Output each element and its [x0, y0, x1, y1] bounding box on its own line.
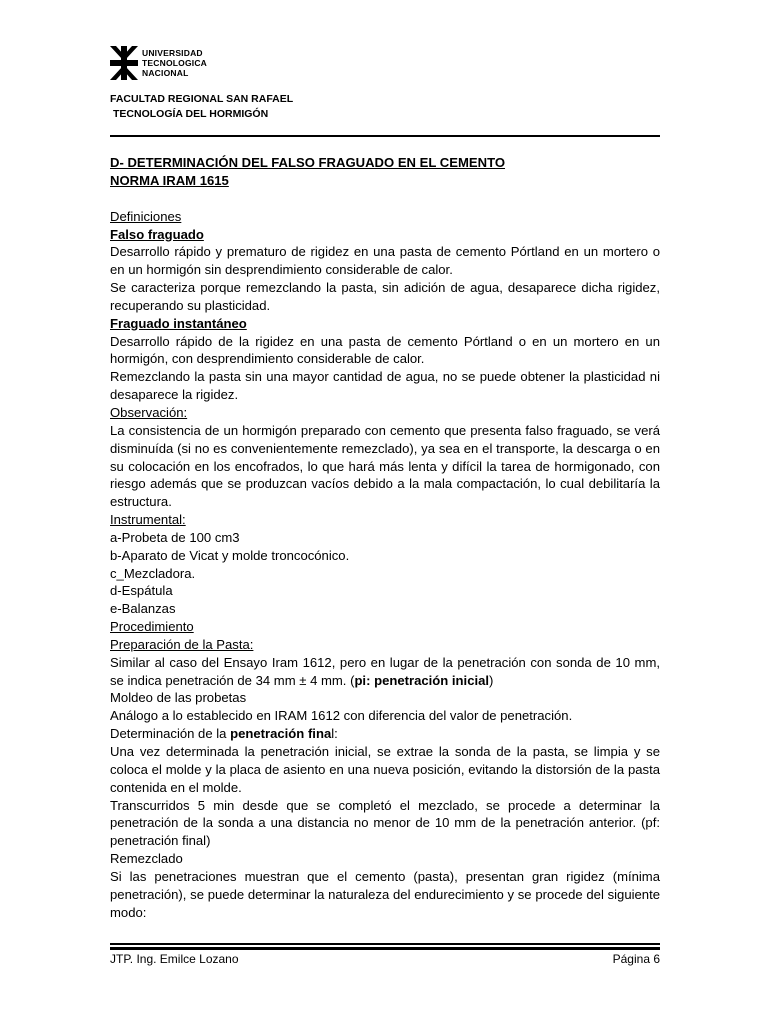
determinacion-paragraph-2: Transcurridos 5 min desde que se completó el mezclado, se procede a determinar la penetración de la sonda a una distancia no menor de 10 mm de la penetración anterior. (pf: penetración final): [110, 797, 660, 849]
footer-author: JTP. Ing. Emilce Lozano: [110, 952, 239, 966]
document-body: [110, 154, 660, 921]
footer-divider-thick: [110, 947, 660, 950]
department-name: TECNOLOGÍA DEL HORMIGÓN: [113, 108, 269, 120]
procedimiento-heading: Procedimiento: [110, 619, 194, 635]
logo-text: [142, 48, 207, 78]
list-item: e-Balanzas: [110, 601, 176, 617]
preparacion-heading: Preparación de la Pasta:: [110, 636, 254, 652]
remezclado-heading: Remezclado: [110, 851, 183, 867]
moldeo-heading: Moldeo de las probetas: [110, 690, 247, 706]
logo-line-3: NACIONAL: [142, 68, 189, 78]
fraguado-instantaneo-heading: Fraguado instantáneo: [110, 315, 247, 331]
moldeo-paragraph: Análogo a lo establecido en IRAM 1612 con diferencia del valor de penetración.: [110, 708, 573, 724]
instrumental-heading: Instrumental:: [110, 512, 186, 528]
footer-divider-thin: [110, 943, 660, 945]
determinacion-heading: [110, 725, 660, 743]
list-item: b-Aparato de Vicat y molde troncocónico.: [110, 547, 350, 563]
remezclado-paragraph: Si las penetraciones muestran que el cemento (pasta), presentan gran rigidez (mínima penetración), se puede determinar la naturaleza del endurecimiento y se procede del siguiente modo:: [110, 868, 660, 920]
observacion-heading: Observación:: [110, 404, 188, 420]
page-number: Página 6: [612, 952, 660, 966]
definitions-heading: Definiciones: [110, 208, 182, 224]
spacer: [110, 190, 660, 208]
header-divider: [110, 135, 660, 137]
list-item: d-Espátula: [110, 583, 173, 599]
section-title: D- DETERMINACIÓN DEL FALSO FRAGUADO EN EL CEMENTO: [110, 155, 506, 170]
list-item: a-Probeta de 100 cm3: [110, 529, 240, 545]
norm-title: NORMA IRAM 1615: [110, 172, 229, 188]
determinacion-tail: l:: [331, 726, 338, 742]
preparacion-close: ): [489, 672, 494, 688]
observacion-paragraph: La consistencia de un hormigón preparado con cemento que presenta falso fraguado, se verá disminuída (si no es convenientemente remezclado), ya sea en el transporte, la descarga o en su colocación en los encofrados, lo que hará más lenta y difícil la tarea de hormigonado, con riesgo además que se produzcan vacíos debido a la mala compactación, lo cual debilitaría la estructura.: [110, 422, 660, 510]
faculty-name: FACULTAD REGIONAL SAN RAFAEL: [110, 93, 294, 105]
falso-fraguado-paragraph-1: Desarrollo rápido y prematuro de rigidez en una pasta de cemento Pórtland en un mortero o en un hormigón sin desprendimiento considerable de calor.: [110, 244, 660, 278]
falso-fraguado-paragraph-2: Se caracteriza porque remezclando la pasta, sin adición de agua, desaparece dicha rigidez, recuperando su plasticidad.: [110, 280, 660, 313]
determinacion-text: Determinación de la: [110, 726, 231, 742]
logo-line-2: TECNOLOGICA: [142, 58, 208, 68]
falso-fraguado-heading: Falso fraguado: [110, 226, 204, 242]
preparacion-text: Similar al caso del Ensayo Iram 1612, pero en lugar de la penetración con sonda de 10 mm, se indica penetración de 34 mm ± 4 mm. (: [110, 654, 660, 688]
determinacion-paragraph-1: Una vez determinada la penetración inicial, se extrae la sonda de la pasta, se limpia y se coloca el molde y la placa de asiento en una nueva posición, evitando la distorsión de la pasta contenida en el molde.: [110, 744, 660, 795]
fraguado-instantaneo-paragraph-2: Remezclando la pasta sin una mayor cantidad de agua, no se puede obtener la plasticidad ni desaparece la rigidez.: [110, 369, 660, 403]
list-item: c_Mezcladora.: [110, 565, 196, 581]
penetracion-final-label: penetración fina: [230, 726, 332, 742]
fraguado-instantaneo-paragraph-1: Desarrollo rápido de la rigidez en una pasta de cemento Pórtland o en un mortero en un hormigón, con desprendimiento considerable de calor.: [110, 333, 660, 367]
preparacion-paragraph: [110, 654, 660, 690]
penetracion-inicial-label: pi: penetración inicial: [354, 672, 490, 688]
logo-line-1: UNIVERSIDAD: [142, 48, 203, 58]
faculty-header: [110, 92, 293, 122]
utn-emblem-icon: [110, 46, 138, 80]
university-logo: [110, 46, 207, 80]
